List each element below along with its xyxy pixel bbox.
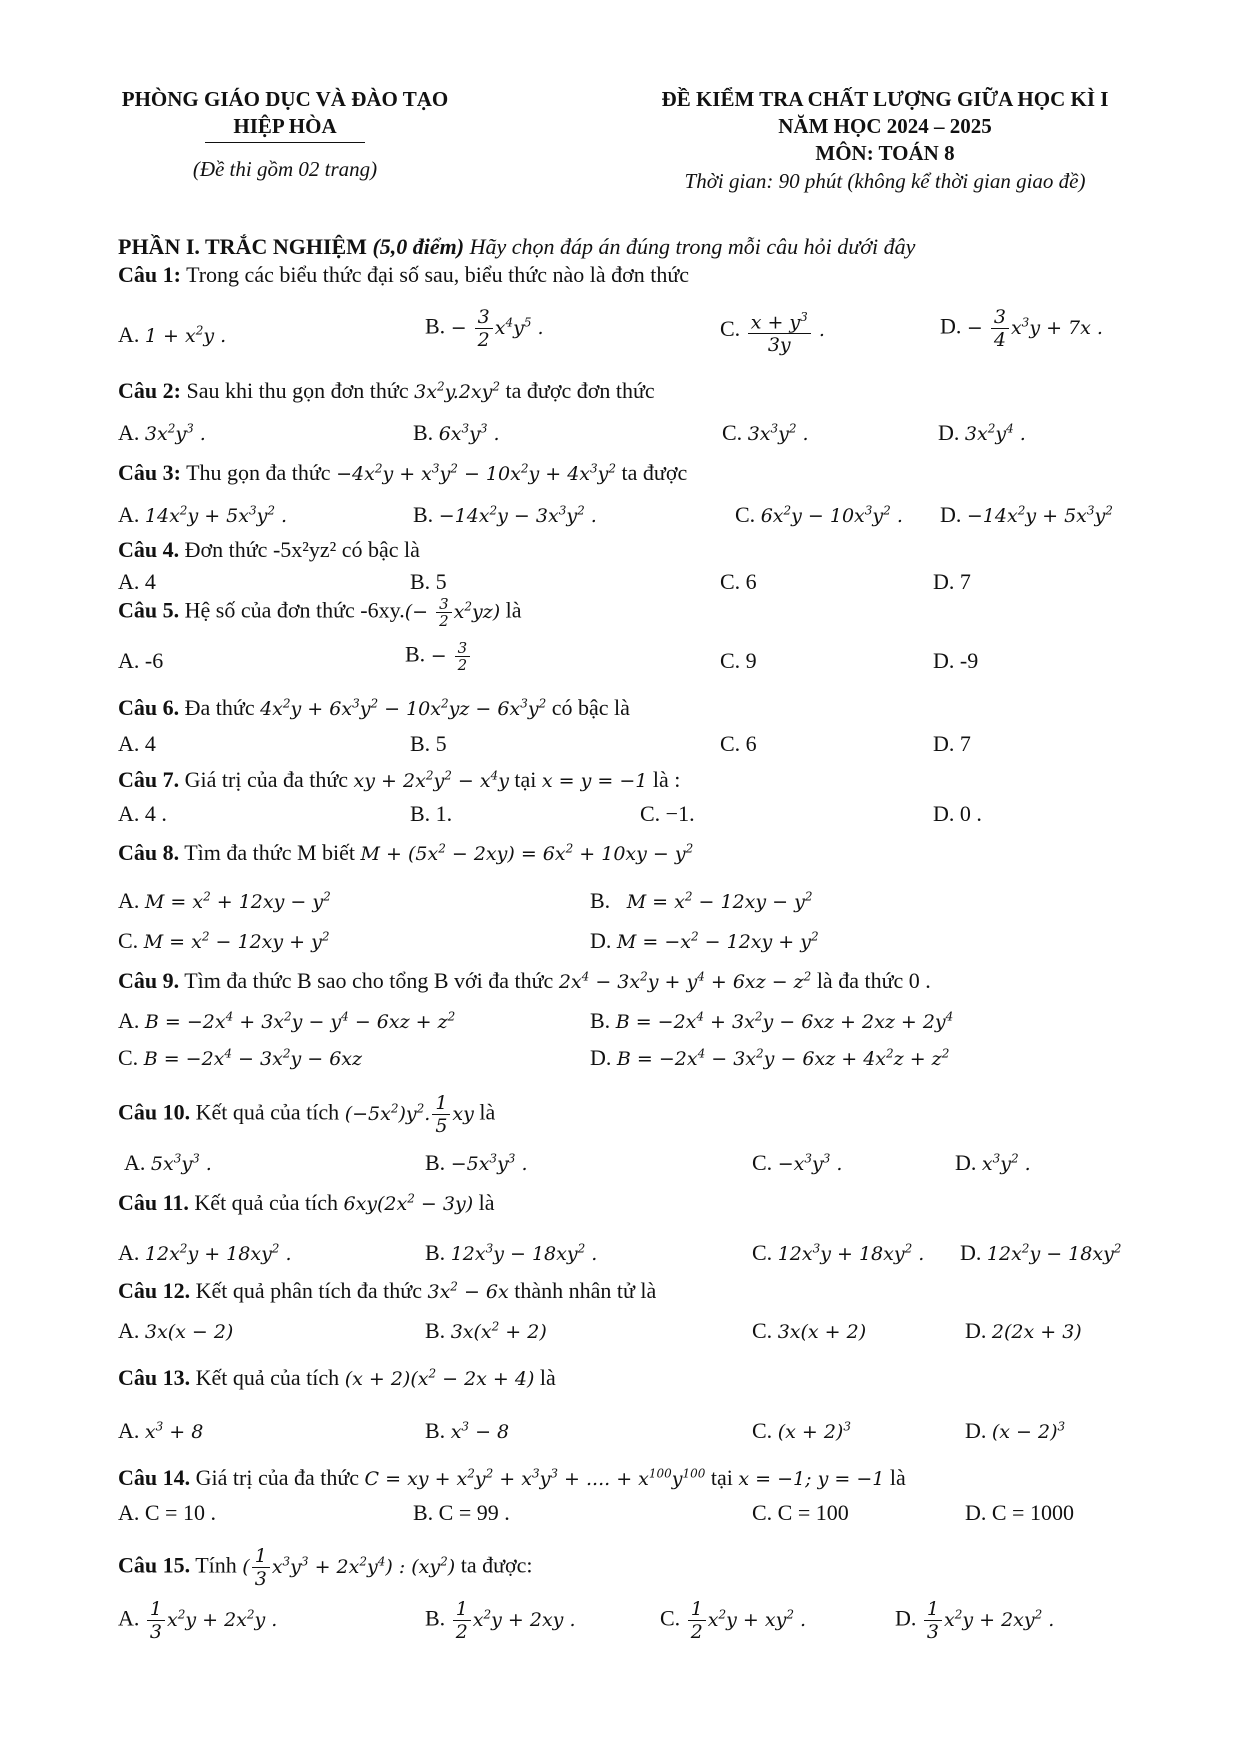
question-text: Kết quả của tích (195, 1365, 340, 1390)
question-label: Câu 11. (118, 1190, 189, 1215)
question-text: Kết quả của tích (195, 1099, 340, 1125)
question-tail: là (479, 1099, 496, 1125)
question-text: Thu gọn đa thức (186, 460, 331, 485)
question-4 (118, 537, 420, 563)
page-count-note: (Đề thi gồm 02 trang) (192, 157, 378, 181)
option-12b: B. $3x(x^2 + 2)$ (425, 1318, 547, 1343)
part-instruction: Hãy chọn đáp án đúng trong mỗi câu hỏi dưới đây (469, 234, 916, 259)
option-15b: B. $\frac{1}{2}$ $x^2y + 2xy$ . (425, 1598, 576, 1643)
question-label: Câu 8. (118, 840, 180, 865)
option-2d: D. $3x^2y^4$ . (938, 420, 1026, 445)
option-7b: B. 1. (410, 801, 453, 826)
question-label: Câu 13. (118, 1365, 191, 1390)
time-note: Thời gian: 90 phút (không kể thời gian giao đề) (684, 169, 1086, 193)
option-6c: C. 6 (720, 731, 757, 756)
question-text: Đa thức (184, 695, 255, 720)
question-7: Câu 7. Giá trị của đa thức xy + $2x^2y^2 - x^4y$ tại x = y = −1 là : (118, 767, 681, 792)
question-text: Đơn thức -5x²yz² có bậc là (184, 537, 420, 562)
option-7a: A. 4 . (118, 801, 167, 826)
question-text: Tìm đa thức B sao cho tổng B với đa thức (184, 968, 554, 993)
option-1c: C. $\frac{x + y^3}{3y}$ . (720, 306, 825, 356)
question-tail: thành nhân tử là (514, 1278, 657, 1303)
option-11b: B. $12x^3y - 18xy^2$ . (425, 1240, 598, 1265)
question-11: Câu 11. Kết quả của tích $6xy(2x^2 - 3y)$ là (118, 1190, 495, 1215)
option-15d: D. $\frac{1}{3}$ $x^2y + 2xy^2$ . (895, 1598, 1055, 1643)
option-9c: C. $B = -2x^4 - 3x^2y - 6xz$ (118, 1045, 363, 1070)
question-label: Câu 1: (118, 262, 181, 287)
question-text: Sau khi thu gọn đơn thức (186, 378, 409, 403)
option-13a: A. $x^3 + 8$ (118, 1418, 204, 1443)
question-tail: là (478, 1190, 495, 1215)
header-left (100, 88, 470, 182)
option-6b: B. 5 (410, 731, 447, 756)
department-name: PHÒNG GIÁO DỤC VÀ ĐÀO TẠO (121, 87, 449, 111)
option-6a: A. 4 (118, 731, 156, 756)
question-label: Câu 7. (118, 767, 180, 792)
option-5d: D. -9 (933, 648, 979, 673)
option-4a: A. 4 (118, 569, 156, 594)
question-text: Hệ số của đơn thức -6xy. (184, 597, 405, 623)
subject: MÔN: TOÁN 8 (815, 141, 955, 165)
question-tail: là (505, 597, 522, 623)
option-4c: C. 6 (720, 569, 757, 594)
question-tail: ta được: (460, 1552, 533, 1578)
question-text: Kết quả của tích (194, 1190, 338, 1215)
question-label: Câu 12. (118, 1278, 191, 1303)
option-10b: B. $-5x^3y^3$ . (425, 1150, 528, 1175)
exam-title: ĐỀ KIỂM TRA CHẤT LƯỢNG GIỮA HỌC KÌ I (661, 87, 1109, 111)
question-tail: có bậc là (551, 695, 630, 720)
option-4d: D. 7 (933, 569, 971, 594)
question-label: Câu 5. (118, 597, 180, 623)
option-12c: C. 3x(x + 2) (752, 1318, 867, 1343)
part-points: (5,0 điểm) (372, 234, 465, 259)
question-label: Câu 15. (118, 1552, 191, 1578)
question-text: Giá trị của đa thức (195, 1465, 360, 1490)
question-label: Câu 4. (118, 537, 180, 562)
question-label: Câu 6. (118, 695, 180, 720)
option-7d: D. 0 . (933, 801, 982, 826)
option-10c: C. $-x^3y^3$ . (752, 1150, 843, 1175)
question-text: Tìm đa thức M biết (184, 840, 356, 865)
option-10d: D. $x^3y^2$ . (955, 1150, 1031, 1175)
question-3: Câu 3: Thu gọn đa thức $-4x^2y + x^3y^2 - 10x^2y + 4x^3y^2$ ta được (118, 460, 688, 485)
question-text: Trong các biểu thức đại số sau, biểu thức nào là đơn thức (186, 262, 690, 287)
question-label: Câu 2: (118, 378, 181, 403)
question-15: Câu 15. Tính ( $\frac{1}{3}$ $x^3y^3 + 2x^2y^4$) : $(xy^2)$ ta được: (118, 1545, 533, 1590)
option-8b: B. $M = x^2 - 12xy - y^2$ (590, 888, 813, 913)
question-tail: ta được đơn thức (505, 378, 655, 403)
option-4b: B. 5 (410, 569, 447, 594)
question-label: Câu 9. (118, 968, 180, 993)
option-15c: C. $\frac{1}{2}$ $x^2y + xy^2$ . (660, 1598, 807, 1643)
option-2a: A. $3x^2y^3$ . (118, 420, 206, 445)
question-tail: là (889, 1465, 906, 1490)
question-9: Câu 9. Tìm đa thức B sao cho tổng B với đa thức $2x^4 - 3x^2y + y^4 + 6xz - z^2$ là đa thức 0 . (118, 968, 931, 993)
option-14a: A. C = 10 . (118, 1500, 216, 1525)
option-9a: A. $B = -2x^4 + 3x^2y - y^4 - 6xz + z^2$ (118, 1008, 456, 1033)
option-2b: B. $6x^3y^3$ . (413, 420, 500, 445)
option-1b: B. − $\frac{3}{2}$ $x^4y^5$ . (425, 306, 544, 351)
option-5b: B. − $\frac{3}{2}$ (405, 640, 472, 673)
option-9b: B. $B = -2x^4 + 3x^2y - 6xz + 2xz + 2y^4$ (590, 1008, 954, 1033)
question-text: Giá trị của đa thức (184, 767, 349, 792)
option-13d: D. $(x - 2)^3$ (965, 1418, 1066, 1443)
option-15a: A. $\frac{1}{3}$ $x^2y + 2x^2y$ . (118, 1598, 278, 1643)
question-label: Câu 14. (118, 1465, 191, 1490)
question-13: Câu 13. Kết quả của tích $(x + 2)(x^2 - 2x + 4)$ là (118, 1365, 556, 1390)
option-1a: A. $1 + x^2y$ . (118, 322, 227, 347)
question-label: Câu 10. (118, 1099, 191, 1125)
question-8: Câu 8. Tìm đa thức M biết $M + (5x^2 - 2xy) = 6x^2 + 10xy - y^2$ (118, 840, 694, 865)
option-8d: D. $M = -x^2 - 12xy + y^2$ (590, 928, 819, 953)
option-11a: A. $12x^2y + 18xy^2$ . (118, 1240, 292, 1265)
question-text: Tính (195, 1552, 237, 1578)
question-text: Kết quả phân tích đa thức (195, 1278, 422, 1303)
option-2c: C. $3x^3y^2$ . (722, 420, 809, 445)
option-7c: C. −1. (640, 801, 695, 826)
option-5c: C. 9 (720, 648, 757, 673)
option-12d: D. 2(2x + 3) (965, 1318, 1082, 1343)
part-title: PHẦN I. TRẮC NGHIỆM (118, 234, 367, 259)
option-8a: A. $M = x^2 + 12xy - y^2$ (118, 888, 331, 913)
school-year: NĂM HỌC 2024 – 2025 (778, 114, 992, 138)
option-12a: A. 3x(x − 2) (118, 1318, 234, 1343)
option-3a: A. $14x^2y + 5x^3y^2$ . (118, 502, 288, 527)
option-14d: D. C = 1000 (965, 1500, 1074, 1525)
option-14b: B. C = 99 . (413, 1500, 510, 1525)
header-divider (205, 142, 365, 143)
option-1d: D. − $\frac{3}{4}$ $x^3y + 7x$ . (940, 306, 1103, 351)
option-9d: D. $B = -2x^4 - 3x^2y - 6xz + 4x^2z + z^2$ (590, 1045, 950, 1070)
question-mid: tại (710, 1465, 733, 1490)
option-11c: C. $12x^3y + 18xy^2$ . (752, 1240, 925, 1265)
option-8c: C. $M = x^2 - 12xy + y^2$ (118, 928, 330, 953)
district-name: HIỆP HÒA (233, 114, 337, 138)
option-3b: B. $-14x^2y - 3x^3y^2$ . (413, 502, 597, 527)
question-label: Câu 3: (118, 460, 181, 485)
question-14: Câu 14. Giá trị của đa thức C = xy + $x^2y^2 + x^3y^3$ + .... + $x^{100}y^{100}$ tại x = −1; y = −1 là (118, 1465, 906, 1490)
question-2: Câu 2: Sau khi thu gọn đơn thức $3x^2y.2xy^2$ ta được đơn thức (118, 378, 655, 403)
header-right (600, 88, 1170, 194)
option-13c: C. $(x + 2)^3$ (752, 1418, 851, 1443)
option-13b: B. $x^3 - 8$ (425, 1418, 510, 1443)
part-heading (118, 234, 915, 260)
question-mid: tại (514, 767, 537, 792)
option-14c: C. C = 100 (752, 1500, 849, 1525)
question-6: Câu 6. Đa thức $4x^2y + 6x^3y^2 - 10x^2yz - 6x^3y^2$ có bậc là (118, 695, 630, 720)
option-3c: C. $6x^2y - 10x^3y^2$ . (735, 502, 903, 527)
question-tail: là đa thức 0 . (816, 968, 931, 993)
question-10: Câu 10. Kết quả của tích $(-5x^2)y^2$. $\frac{1}{5}$ xy là (118, 1092, 496, 1137)
option-5a: A. -6 (118, 648, 164, 673)
question-1 (118, 262, 689, 288)
question-tail: là : (652, 767, 681, 792)
question-12: Câu 12. Kết quả phân tích đa thức $3x^2 - 6x$ thành nhân tử là (118, 1278, 657, 1303)
question-5: Câu 5. Hệ số của đơn thức -6xy.(− $\frac{3}{2}$ $x^2yz$) là (118, 595, 522, 630)
option-3d: D. $-14x^2y + 5x^3y^2$ (940, 502, 1113, 527)
question-tail: là (539, 1365, 556, 1390)
option-10a: A. $5x^3y^3$ . (124, 1150, 212, 1175)
question-tail: ta được (621, 460, 688, 485)
option-6d: D. 7 (933, 731, 971, 756)
option-11d: D. $12x^2y - 18xy^2$ (960, 1240, 1122, 1265)
